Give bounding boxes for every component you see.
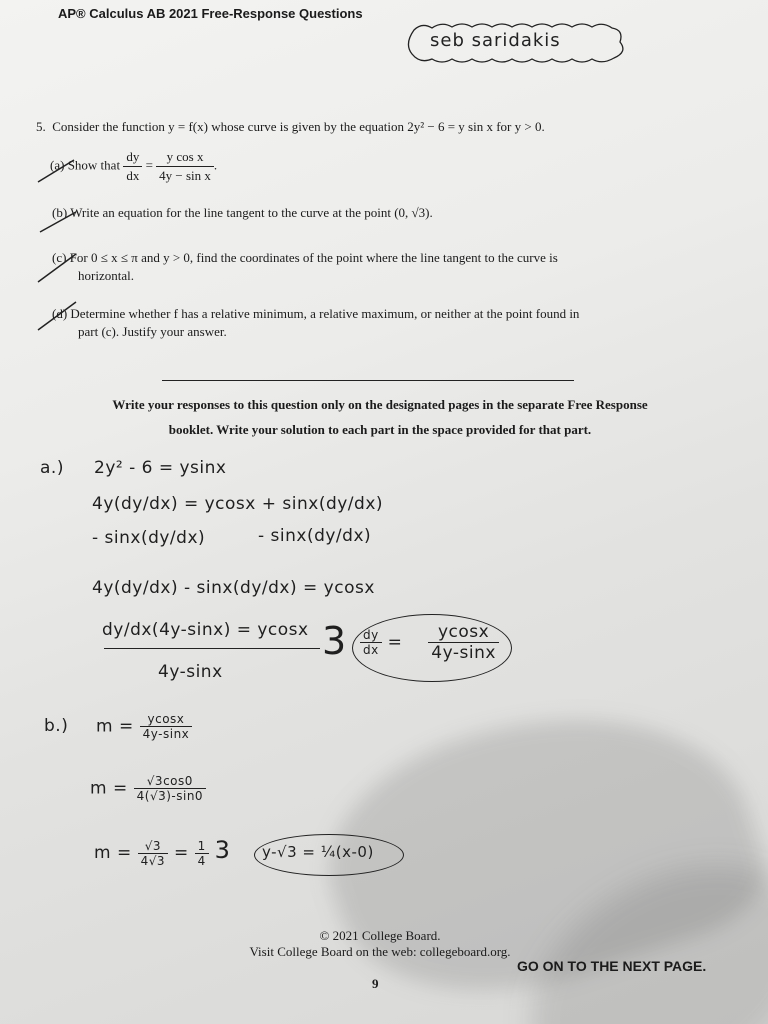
instructions-line-1: Write your responses to this question only on the designated pages in the separate Free Response <box>112 397 648 412</box>
lhs-num: dy <box>123 148 142 167</box>
hw-a-line5: dy/dx(4y-sinx) = ycosx <box>102 620 309 640</box>
part-b-label: (b) <box>52 205 68 220</box>
part-d-text-2: part (c). Justify your answer. <box>78 324 227 339</box>
part-a-label: (a) <box>50 157 65 173</box>
question-stem <box>36 118 545 136</box>
hw-b-m2: m = <box>90 778 128 799</box>
student-name: seb saridakis <box>430 30 561 51</box>
part-b-text: Write an equation for the line tangent to the curve at the point (0, √3). <box>70 205 433 220</box>
hw-b-step3 <box>94 836 230 868</box>
hw-b-quarter-num: 1 <box>195 839 209 854</box>
go-on-text: GO ON TO THE NEXT PAGE. <box>517 958 707 974</box>
part-a: (a) Show that $\frac{dy}{dx}$ = $\frac{\text{y cos x}}{\text{4y − sin x}}$ . <box>50 149 218 183</box>
result-lhs-den: dx <box>363 643 379 657</box>
check-mark-c <box>36 252 78 286</box>
hw-b-m3-eq: = <box>173 843 189 863</box>
hw-b-label: b.) <box>44 716 69 736</box>
check-mark-d <box>36 300 78 334</box>
part-a-lhs <box>123 148 142 185</box>
part-c-text-1: For 0 ≤ x ≤ π and y > 0, find the coordinates of the point where the line tangent to the curve is <box>69 250 558 265</box>
part-a-rhs <box>156 148 214 185</box>
hw-a-label: a.) <box>40 458 64 478</box>
instructions-line-2: booklet. Write your solution to each part in the space provided for that part. <box>168 422 592 437</box>
hw-a-line2: 4y(dy/dx) = ycosx + sinx(dy/dx) <box>92 494 384 514</box>
hw-a-brace: 3 <box>322 619 347 663</box>
page-header: AP® Calculus AB 2021 Free-Response Questions <box>58 6 363 21</box>
hw-b-m2-num: √3cos0 <box>134 774 206 789</box>
hw-b-result: y-√3 = ¼(x-0) <box>262 843 374 861</box>
question-number: 5. <box>36 119 46 134</box>
part-d <box>52 305 579 341</box>
part-d-text-1: Determine whether f has a relative minimum, a relative maximum, or neither at the point found in <box>70 306 580 321</box>
hw-a-line1: 2y² - 6 = ysinx <box>94 458 227 478</box>
hw-a-fraction-bar <box>104 648 320 649</box>
hw-b-m1-num: ycosx <box>140 712 193 727</box>
footer-visit: Visit College Board on the web: collegeboard.org. <box>249 944 511 959</box>
result-lhs-num: dy <box>360 628 382 643</box>
page-footer <box>180 928 580 960</box>
check-mark-a <box>36 156 76 186</box>
hw-b-step1 <box>96 712 192 741</box>
page-number: 9 <box>372 976 379 991</box>
lhs-den: dx <box>126 168 140 183</box>
footer-copyright: © 2021 College Board. <box>319 928 441 943</box>
hw-b-m2-den: 4(√3)-sin0 <box>136 789 204 803</box>
hw-a-line3a: - sinx(dy/dx) <box>92 528 206 548</box>
hw-a-line3b: - sinx(dy/dx) <box>258 526 372 546</box>
hw-b-m3: m = <box>94 843 132 863</box>
rhs-den: 4y − sin x <box>159 168 211 183</box>
rhs-num: y cos x <box>156 148 214 167</box>
result-num: ycosx <box>428 622 499 643</box>
question-text: Consider the function y = f(x) whose curve is given by the equation 2y² − 6 = y sin x for y > 0. <box>52 119 545 134</box>
result-den: 4y-sinx <box>431 643 496 663</box>
hw-a-result: $\frac{dy}{dx}$ = $\frac{ycosx}{4y-\sin x}$ <box>360 622 499 663</box>
hw-b-m1: m = <box>96 716 134 737</box>
part-a-text: Show that <box>67 157 121 173</box>
part-c <box>52 249 558 285</box>
hw-b-step2 <box>90 774 206 803</box>
hw-b-m1-den: 4y-sinx <box>142 727 190 741</box>
hw-a-line4: 4y(dy/dx) - sinx(dy/dx) = ycosx <box>92 578 375 598</box>
part-b <box>52 204 433 222</box>
hw-b-m3-num: √3 <box>138 839 168 854</box>
check-mark-b <box>38 210 78 236</box>
part-d-label: (d) <box>52 306 68 321</box>
hw-b-m3-den: 4√3 <box>140 853 166 868</box>
part-c-text-2: horizontal. <box>78 268 134 283</box>
part-c-label: (c) <box>52 250 67 265</box>
instructions <box>60 392 700 442</box>
hw-a-line6: 4y-sinx <box>158 662 223 682</box>
separator-line <box>162 380 574 381</box>
hw-b-brace: 3 <box>214 836 231 864</box>
hw-b-quarter-den: 4 <box>197 853 206 868</box>
